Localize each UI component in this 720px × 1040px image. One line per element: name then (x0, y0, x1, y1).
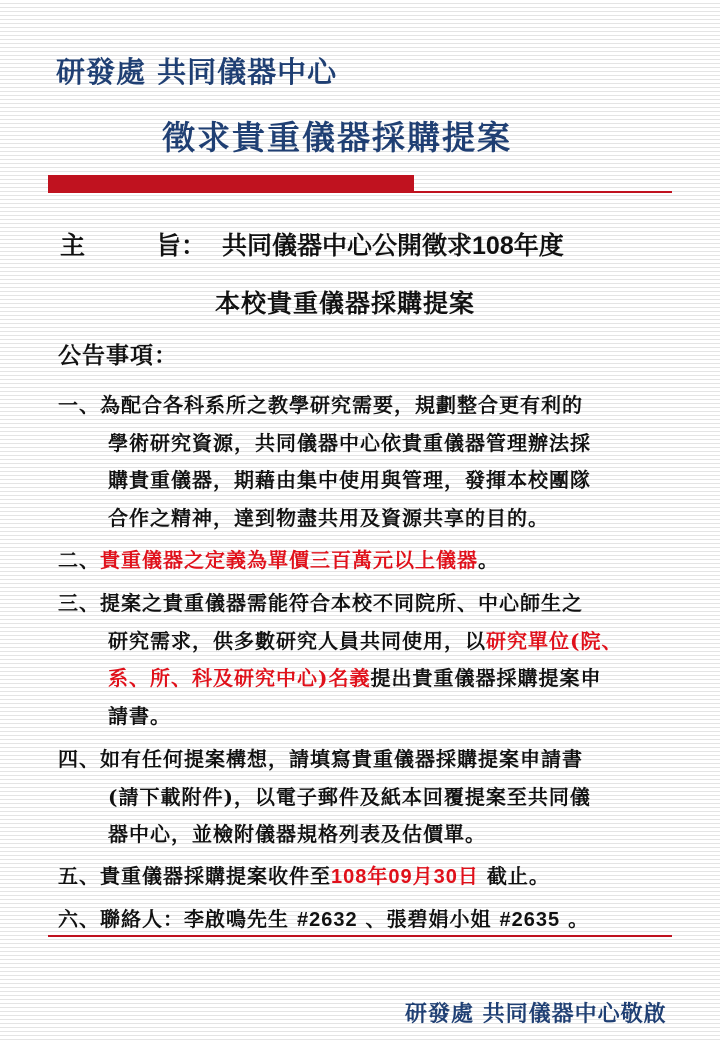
item6-ext2: #2635 (499, 909, 561, 931)
item5-line (58, 860, 550, 889)
item3-line3-red: 系、所、科及研究中心)名義 (108, 666, 371, 690)
item6-ext1: #2632 (296, 909, 358, 931)
item3-line2-red: 研究單位(院、 (486, 629, 623, 653)
item2-prefix: 二、 (58, 548, 100, 572)
item5-yue: 月 (412, 864, 434, 888)
item6-contact2: 、張碧娟小姐 (357, 907, 500, 931)
item3-line2 (108, 625, 622, 654)
item5-text: 五、貴重儀器採購提案收件至 (58, 864, 331, 888)
item5-year: 108 (331, 866, 368, 888)
subject-line1 (222, 226, 564, 262)
item4-line2: (請下載附件)，以電子郵件及紙本回覆提案至共同儀 (108, 785, 591, 809)
item4-line1: 四、如有任何提案構想，請填寫貴重儀器採購提案申請書 (58, 747, 583, 771)
title-red-line (48, 191, 672, 193)
item3-line1: 三、提案之貴重儀器需能符合本校不同院所、中心師生之 (58, 591, 583, 615)
item5-nian: 年 (367, 864, 389, 888)
item4-line3: 器中心，並檢附儀器規格列表及估價單。 (108, 822, 486, 846)
subject-year: 108 (472, 232, 514, 260)
item1-line1: 一、為配合各科系所之教學研究需要，規劃整合更有利的 (58, 393, 583, 417)
subject-line1-text: 共同儀器中心公開徵求 (222, 231, 473, 260)
item5-end: 截止。 (478, 864, 550, 888)
item3-line3-text: 提出貴重儀器採購提案申 (370, 666, 602, 690)
item2-line (58, 544, 499, 573)
page-title-line2: 徵求貴重儀器採購提案 (162, 118, 512, 157)
item5-month: 09 (388, 866, 413, 888)
item2-suffix: 。 (478, 548, 499, 572)
notice-label: 公告事項： (58, 342, 178, 369)
item2-red-text: 貴重儀器之定義為單價三百萬元以上儀器 (100, 548, 478, 572)
subject-line2: 本校貴重儀器採購提案 (215, 289, 476, 318)
title-red-bar (48, 175, 414, 192)
item3-line3 (108, 662, 601, 691)
item3-line2-text: 研究需求，供多數研究人員共同使用，以 (108, 629, 486, 653)
item1-line3: 購貴重儀器，期藉由集中使用與管理，發揮本校團隊 (108, 468, 591, 492)
item6-end: 。 (560, 907, 590, 931)
page-title-line1: 研發處 共同儀器中心 (56, 55, 338, 89)
subject-line1-end: 年度 (513, 231, 564, 260)
item6-contact1: 六、聯絡人：李啟鳴先生 (58, 907, 297, 931)
subject-label-zhu: 主 (60, 231, 86, 260)
subject-label-zhi: 旨： (156, 231, 207, 260)
bottom-red-line (48, 935, 672, 937)
item1-line4: 合作之精神，達到物盡共用及資源共享的目的。 (108, 506, 549, 530)
footer-signature: 研發處 共同儀器中心敬啟 (405, 1001, 667, 1027)
item3-line4: 請書。 (108, 704, 171, 728)
item1-line2: 學術研究資源，共同儀器中心依貴重儀器管理辦法採 (108, 431, 591, 455)
item5-ri: 日 (457, 864, 479, 888)
item5-day: 30 (433, 866, 458, 888)
item6-line (58, 903, 589, 932)
